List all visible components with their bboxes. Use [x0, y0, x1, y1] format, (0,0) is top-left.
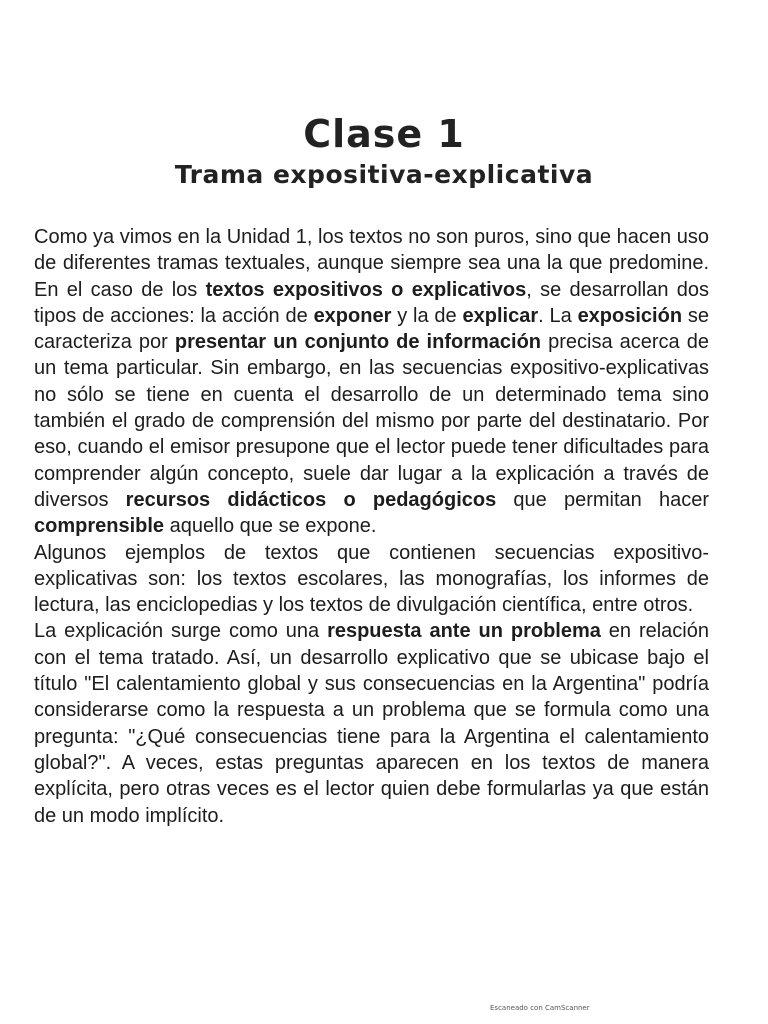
bold-term: explicar: [462, 304, 539, 327]
page-subtitle: Trama expositiva-explicativa: [174, 160, 594, 189]
scanner-watermark: Escaneado con CamScanner: [490, 1004, 590, 1012]
bold-term: textos expositivos o explicativos: [205, 278, 527, 301]
page-title: Clase 1: [303, 112, 465, 156]
paragraph-1: Como ya vimos en la Unidad 1, los textos no son puros, sino que hacen uso de diferentes tramas textuales, aunque siempre sea una la que predomine. En el caso de los textos expositivos o explicativos, se desarrollan dos tipos de acciones: la acción de exponer y la de explicar. La exposición se caracteriza por presentar un conjunto de información precisa acerca de un tema particular. Sin embargo, en las secuencias expositivo-explicativas no sólo se tiene en cuenta el desarrollo de un determinado tema sino también el grado de comprensión del mismo por parte del destinatario. Por eso, cuando el emisor presupone que el lector puede tener dificultades para comprender algún concepto, suele dar lugar a la explicación a través de diversos recursos didácticos o pedagógicos que permitan hacer comprensible aquello que se expone.: [34, 226, 710, 538]
bold-term: exponer: [313, 304, 392, 327]
bold-term: comprensible: [34, 515, 165, 538]
bold-term: exposición: [577, 304, 683, 327]
bold-term: respuesta ante un problema: [327, 620, 601, 643]
paragraph-2: Algunos ejemplos de textos que contienen secuencias expositivo-explicativas son: los textos escolares, las monografías, los informes de lectura, las enciclopedias y los textos de divulgación científica, entre otros.: [34, 541, 709, 617]
bold-term: recursos didácticos o pedagógicos: [125, 488, 497, 511]
bold-term: presentar un conjunto de información: [174, 331, 542, 354]
paragraph-3: La explicación surge como una respuesta ante un problema en relación con el tema tratado. Así, un desarrollo explicativo que se ubicase bajo el título "El calentamiento global y sus consecuencias en la Argentina" podría considerarse como la respuesta a un problema que se formula como una pregunta: "¿Qué consecuencias tiene para la Argentina el calentamiento global?". A veces, estas preguntas aparecen en los textos de manera explícita, pero otras veces es el lector quien debe formularlas ya que están de un modo implícito.: [34, 620, 709, 827]
body-text: [34, 224, 709, 829]
